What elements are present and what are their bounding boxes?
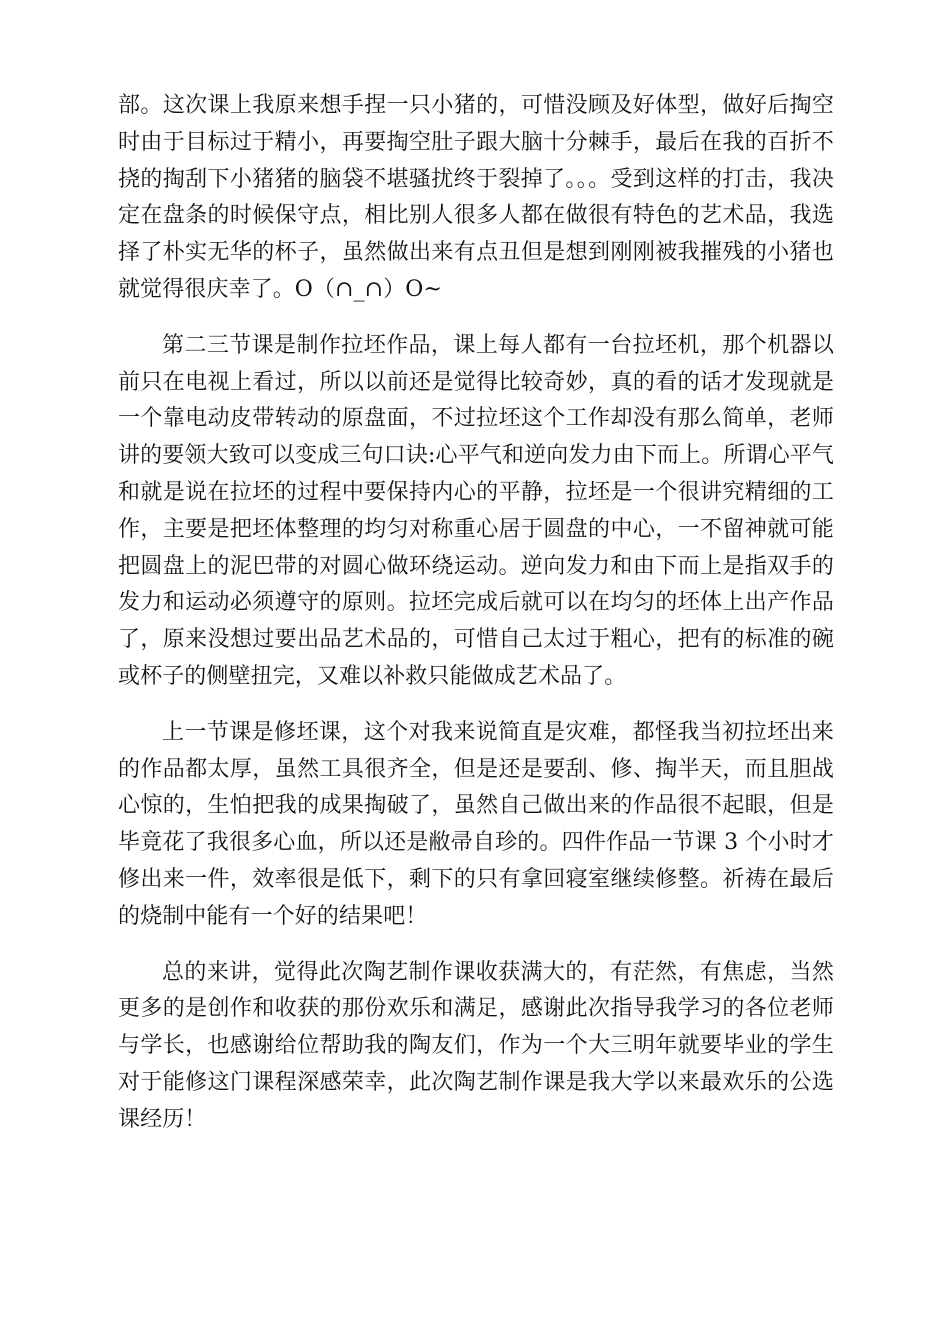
paragraph-1: 部。这次课上我原来想手捏一只小猪的，可惜没顾及好体型，做好后掏空时由于目标过于精小，再要掏空肚子跟大脑十分棘手，最后在我的百折不挠的掏刮下小猪猪的脑袋不堪骚扰终于裂掉了。。。受到这样的打击，我决定在盘条的时候保守点，相比别人很多人都在做很有特色的艺术品，我选择了朴实无华的杯子，虽然做出来有点丑但是想到刚刚被我摧残的小猪也就觉得很庆幸了。O（∩_∩）O~ (118, 93, 834, 302)
document-body (118, 88, 834, 1158)
paragraph-2: 第二三节课是制作拉坯作品，课上每人都有一台拉坯机，那个机器以前只在电视上看过，所以以前还是觉得比较奇妙，真的看的话才发现就是一个靠电动皮带转动的原盘面，不过拉坯这个工作却没有那么简单，老师讲的要领大致可以变成三句口诀:心平气和逆向发力由下而上。所谓心平气和就是说在拉坯的过程中要保持内心的平静，拉坯是一个很讲究精细的工作，主要是把坯体整理的均匀对称重心居于圆盘的中心，一不留神就可能把圆盘上的泥巴带的对圆心做环绕运动。逆向发力和由下而上是指双手的发力和运动必须遵守的原则。拉坯完成后就可以在均匀的坯体上出产作品了，原来没想过要出品艺术品的，可惜自己太过于粗心，把有的标准的碗或杯子的侧壁扭完，又难以补救只能做成艺术品了。 (118, 332, 834, 689)
paragraph-3: 上一节课是修坯课，这个对我来说简直是灾难，都怪我当初拉坯出来的作品都太厚，虽然工具很齐全，但是还是要刮、修、掏半天，而且胆战心惊的，生怕把我的成果掏破了，虽然自己做出来的作品很不起眼，但是毕竟花了我很多心血，所以还是敝帚自珍的。四件作品一节课 3 个小时才修出来一件，效率很是低下，剩下的只有拿回寝室继续修整。祈祷在最后的烧制中能有一个好的结果吧！ (118, 719, 834, 929)
paragraph-4: 总的来讲，觉得此次陶艺制作课收获满大的，有茫然，有焦虑，当然更多的是创作和收获的那份欢乐和满足，感谢此次指导我学习的各位老师与学长，也感谢给位帮助我的陶友们，作为一个大三明年就要毕业的学生对于能修这门课程深感荣幸，此次陶艺制作课是我大学以来最欢乐的公选课经历！ (118, 959, 834, 1132)
